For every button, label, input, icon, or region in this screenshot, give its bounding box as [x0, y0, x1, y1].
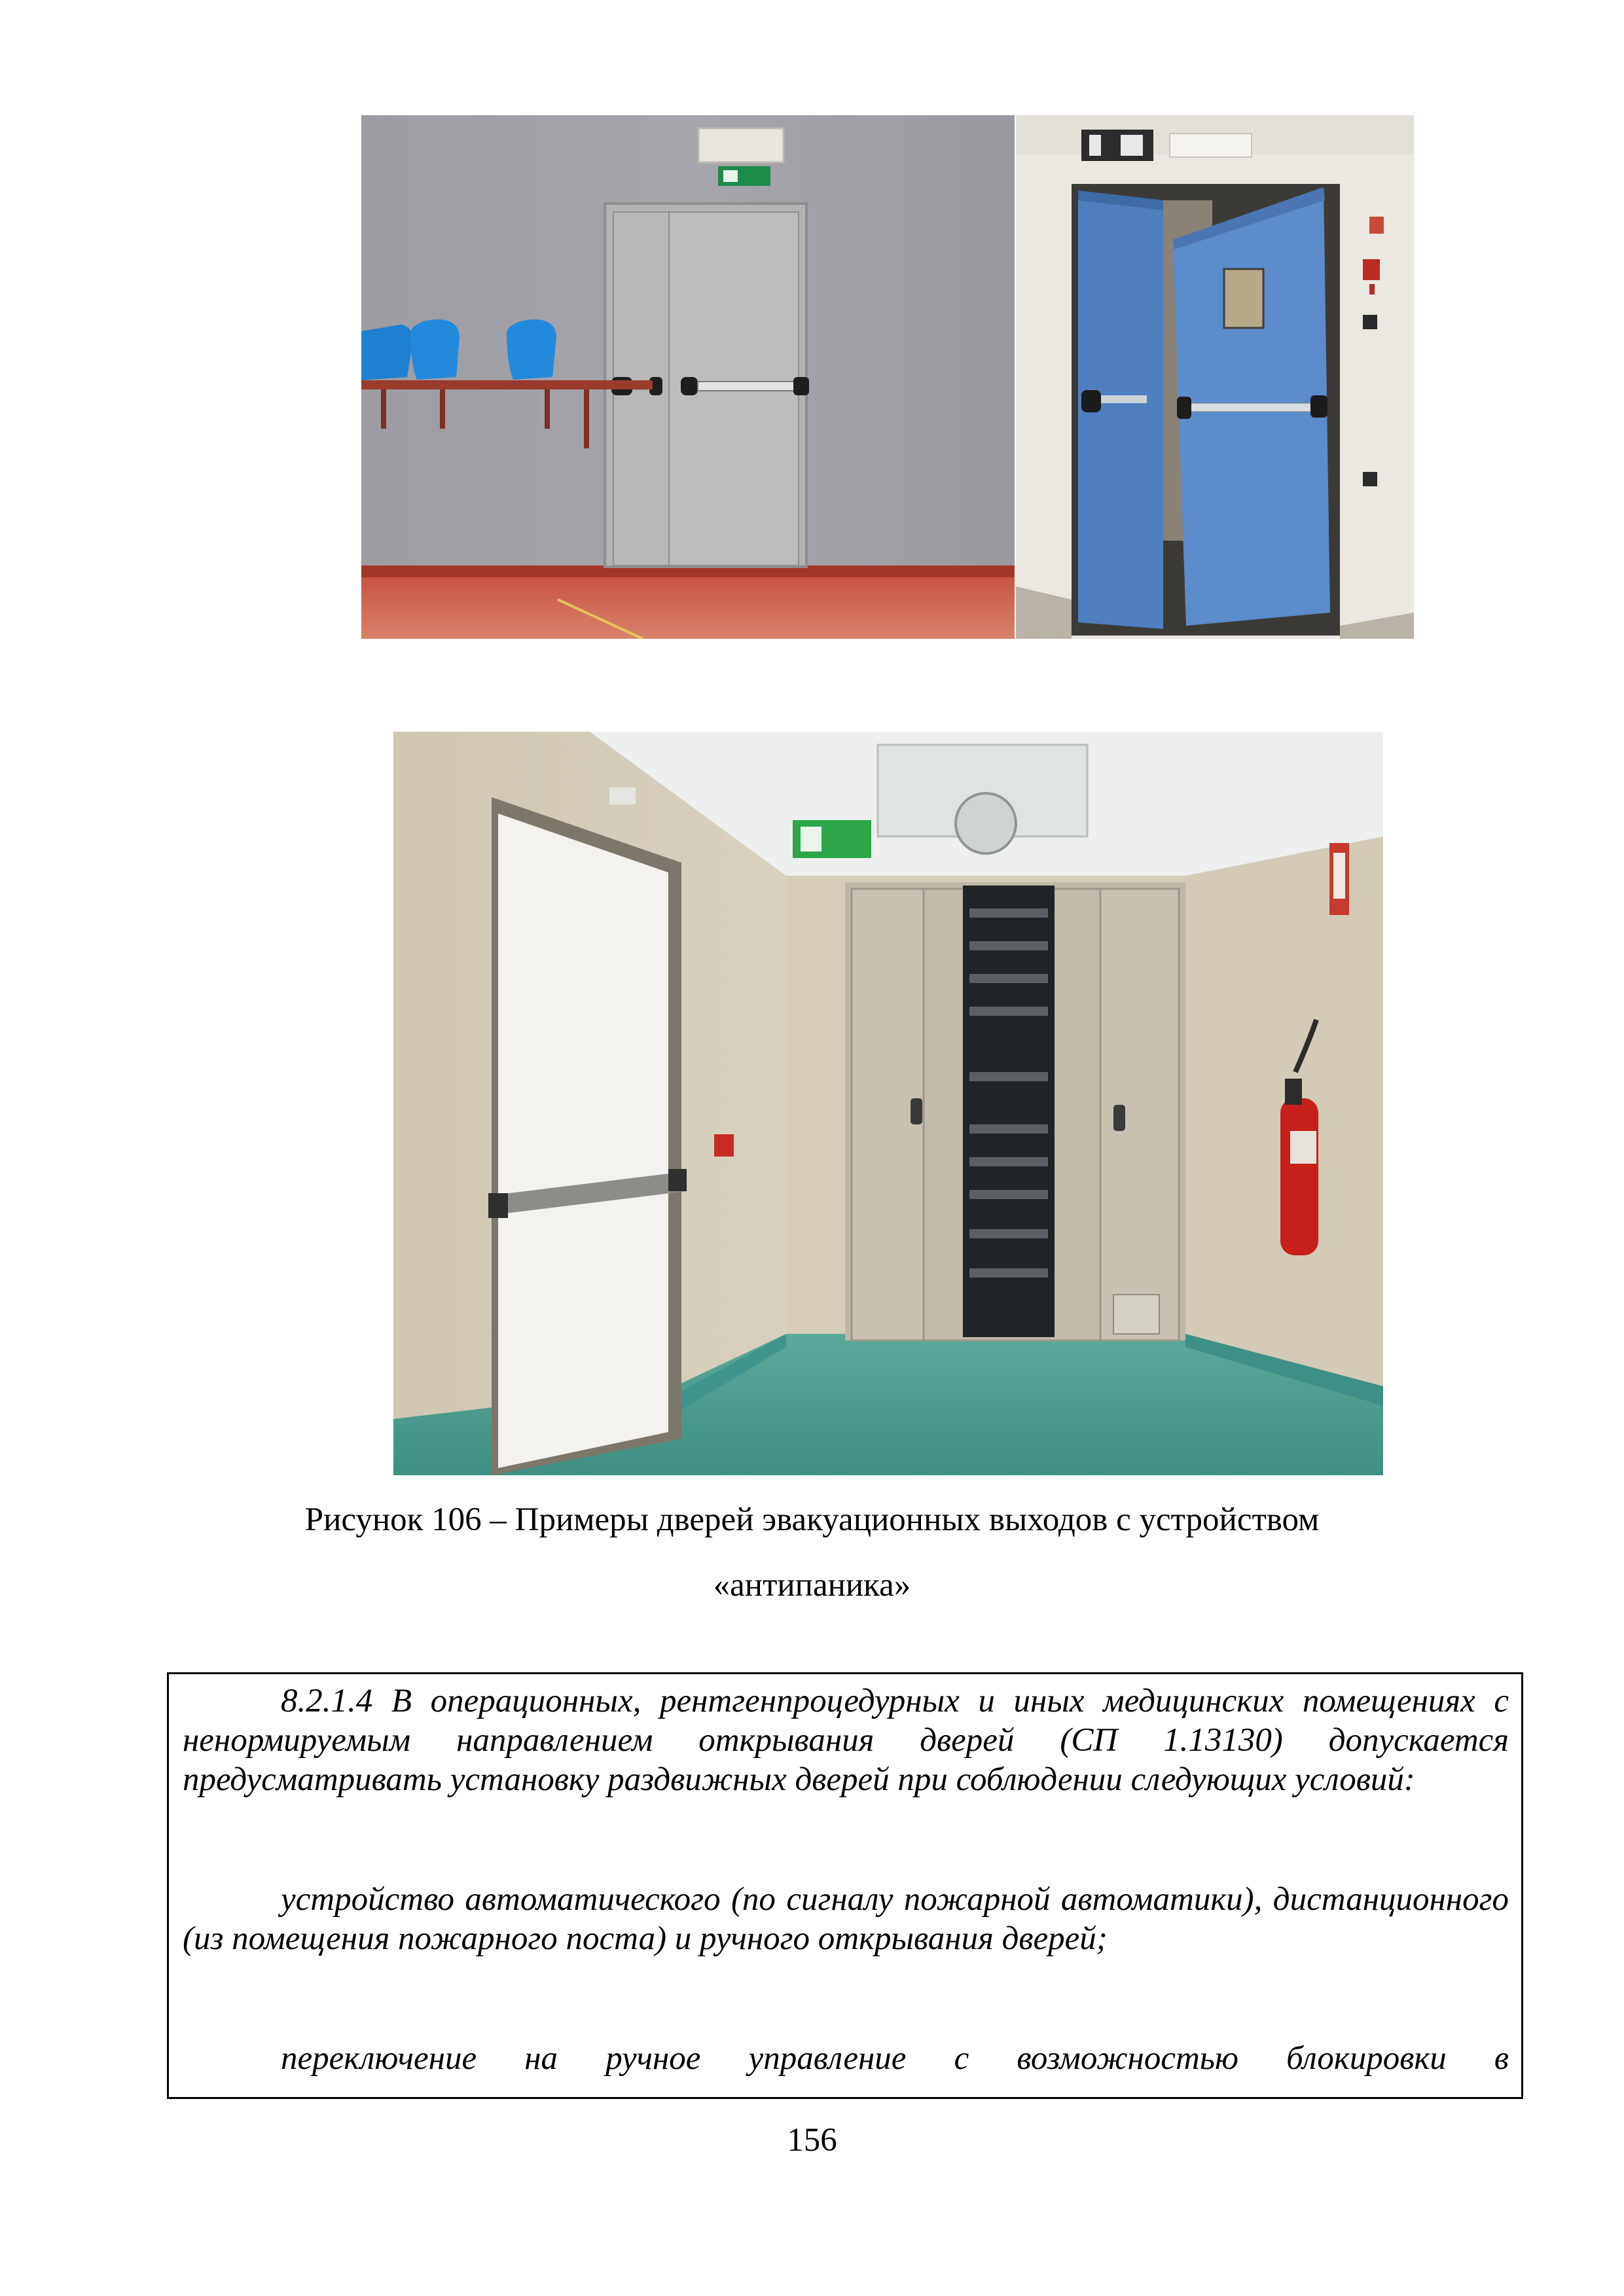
boxed-text-block	[167, 1672, 1523, 2099]
boxed-paragraph	[183, 2039, 1509, 2078]
paragraph-text: переключение на ручное управление с возможностью блокировки в	[281, 2040, 1509, 2077]
boxed-paragraph	[183, 1681, 1509, 1799]
paragraph-text: 8.2.1.4 В операционных, рентгенпроцедурных и иных медицинских помещениях с ненормируемым направлением открывания дверей (СП 1.13130) допускается предусматривать установку раздвижных дверей при соблюдении следующих условий:	[183, 1683, 1509, 1798]
paragraph-text: устройство автоматического (по сигналу пожарной автоматики), дистанционного (из помещения пожарного поста) и ручного открывания дверей;	[183, 1881, 1509, 1957]
page-number: 156	[787, 2122, 837, 2159]
photo-blue-open-door	[1016, 115, 1414, 639]
photo-grey-double-door	[361, 115, 1015, 639]
photo-corridor-white-door	[393, 732, 1383, 1475]
figure-caption-line2: «антипаника»	[713, 1567, 911, 1604]
boxed-paragraph	[183, 1880, 1509, 1958]
figure-caption-line1: Рисунок 106 – Примеры дверей эвакуационных выходов с устройством	[304, 1501, 1320, 1538]
